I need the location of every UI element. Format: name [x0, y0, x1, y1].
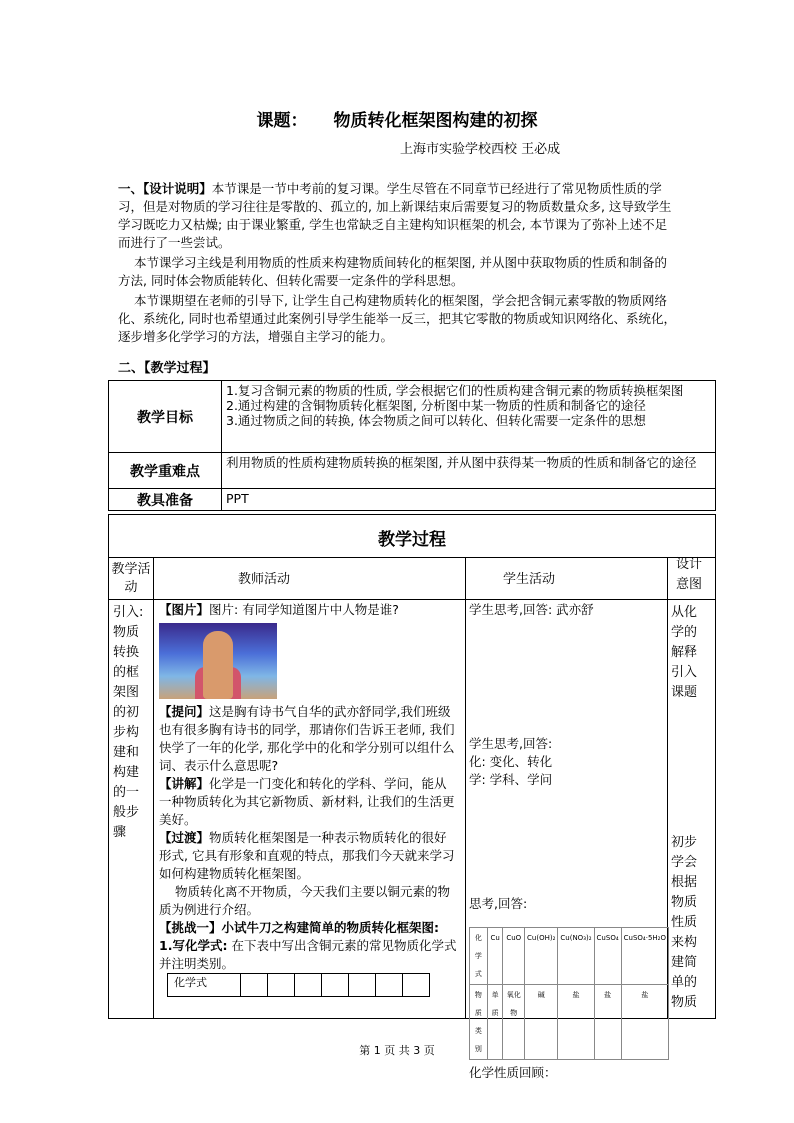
header-activity: 教学活动 — [111, 562, 151, 595]
ref-cell: CuSO₄ — [594, 928, 621, 985]
ref-cell: 盐 — [621, 985, 668, 1060]
prep-label: 教具准备 — [109, 489, 222, 511]
goal-cell — [222, 381, 716, 453]
goal-3: 3.通过物质之间的转换, 体会物质之间可以转化、但转化需要一定条件的思想 — [226, 413, 646, 428]
goal-label: 教学目标 — [109, 381, 222, 453]
transition-text-2: 物质转化离不开物质，今天我们主要以铜元素的物质为例进行介绍。 — [159, 884, 451, 917]
divider — [465, 557, 466, 1018]
tag-lecture: 【讲解】 — [159, 776, 210, 791]
student-answer-3: 思考,回答: — [469, 896, 528, 911]
header-student: 学生活动 — [502, 572, 555, 587]
tag-challenge: 【挑战一】 — [159, 920, 222, 935]
author-line: 上海市实验学校西校 王必成 — [400, 142, 561, 157]
tag-transition: 【过渡】 — [159, 830, 210, 845]
section1-p1: 本节课是一节中考前的复习课。学生尽管在不同章节已经进行了常见物质性质的学习，但是对物质的学习往往是零散的、孤立的, 加上新课结束后需要复习的物质数量众多, 这导致学生学习既吃力又枯燥; 由于课业繁重, 学生也常缺乏自主建构知识框架的机会, 本节课为了弥补上述不足而进行了一些尝试。 — [118, 181, 672, 250]
formula-table — [167, 973, 430, 997]
ref-cell: 化学式 — [470, 928, 488, 985]
ref-cell: 盐 — [594, 985, 621, 1060]
design-intent-2: 初步学会根据物质性质来构建简单的物质 — [671, 835, 698, 1010]
page-title — [0, 106, 794, 131]
prep-text: PPT — [222, 489, 716, 511]
formula-cell-label: 化学式 — [168, 974, 241, 997]
ref-cell: 物质类别 — [470, 985, 488, 1060]
student-answer-2c: 学: 学科、学问 — [469, 772, 553, 787]
write-text: 在下表中写出含铜元素的常见物质化学式并注明类别。 — [159, 938, 457, 971]
ref-cell: Cu(NO₃)₂ — [558, 928, 594, 985]
section1-heading: 一、【设计说明】 — [118, 181, 212, 196]
section2-heading: 二、【教学过程】 — [118, 361, 216, 376]
ref-cell: 氧化物 — [503, 985, 525, 1060]
student-answer-2: 学生思考,回答: — [469, 736, 553, 751]
student-answer-1: 学生思考,回答: 武亦舒 — [469, 602, 594, 617]
picture-question: 图片: 有同学知道图片中人物是谁? — [209, 602, 399, 617]
design-intent — [671, 603, 707, 1013]
student-answer-2b: 化: 变化、转化 — [469, 754, 553, 769]
ref-cell: Cu(OH)₂ — [525, 928, 558, 985]
ref-cell: CuO — [503, 928, 525, 985]
design-paragraph-2: 本节课学习主线是利用物质的性质来构建物质间转化的框架图, 并从图中获取物质的性质和制备的方法, 同时体会物质能转化、但转化需要一定条件的学科思想。 — [118, 255, 667, 288]
ref-cell: CuSO₄·5H₂O — [621, 928, 668, 985]
design-paragraph-3: 本节课期望在老师的引导下, 让学生自己构建物质转化的框架图，学会把含铜元素零散的物质网络化、系统化, 同时也希望通过此案例引导学生能举一反三，把其它零散的物质或知识网络化、系统化，逐步增多化学学习的方法，增强自主学习的能力。 — [118, 293, 676, 344]
ref-cell: Cu — [487, 928, 503, 985]
tag-picture: 【图片】 — [159, 602, 210, 617]
transition-text: 物质转化框架图是一种表示物质转化的很好形式, 它具有形象和直观的特点，那我们今天就来学习如何构建物质转化框架图。 — [159, 830, 455, 881]
person-photo — [159, 623, 277, 699]
divider — [109, 557, 715, 558]
student-answer-4: 化学性质回顾： — [469, 1065, 557, 1080]
photo-figure — [203, 631, 233, 699]
info-table — [108, 380, 716, 511]
ref-cell: 盐 — [558, 985, 594, 1060]
write-heading: 1.写化学式: — [159, 938, 228, 953]
key-text: 利用物质的性质构建物质转换的框架图, 并从图中获得某一物质的性质和制备它的途径 — [222, 453, 716, 489]
formula-cell[interactable] — [295, 974, 322, 997]
divider — [109, 599, 715, 600]
header-teacher: 教师活动 — [237, 572, 290, 587]
ask-text: 这是胸有诗书气自华的武亦舒同学,我们班级也有很多胸有诗书的同学，那请你们告诉王老师, 我们快学了一年的化学, 那化学中的化和学分别可以组什么词、表示什么意思呢? — [159, 704, 455, 773]
teacher-activity — [159, 601, 457, 997]
challenge-text: 小试牛刀之构建简单的物质转化框架图: — [221, 920, 440, 935]
goal-1: 1.复习含铜元素的物质的性质, 学会根据它们的性质构建含铜元素的物质转换框架图 — [226, 383, 684, 398]
ref-cell: 单质 — [487, 985, 503, 1060]
title-label: 课题： — [256, 111, 308, 131]
formula-cell[interactable] — [322, 974, 349, 997]
design-paragraph-1 — [118, 180, 678, 252]
goal-2: 2.通过构建的含铜物质转化框架图, 分析图中某一物质的性质和制备它的途径 — [226, 398, 646, 413]
formula-cell[interactable] — [268, 974, 295, 997]
page-footer: 第 1 页 共 3 页 — [359, 1044, 435, 1057]
formula-cell[interactable] — [241, 974, 268, 997]
header-design: 设计意图 — [675, 557, 702, 592]
tag-ask: 【提问】 — [159, 704, 210, 719]
ref-cell: 碱 — [525, 985, 558, 1060]
formula-cell[interactable] — [376, 974, 403, 997]
process-title: 教学过程 — [378, 530, 446, 550]
reference-table — [469, 927, 669, 1060]
formula-cell[interactable] — [349, 974, 376, 997]
formula-cell[interactable] — [403, 974, 430, 997]
key-label: 教学重难点 — [109, 453, 222, 489]
student-activity — [469, 601, 669, 1082]
lecture-text: 化学是一门变化和转化的学科、学问，能从一种物质转化为其它新物质、新材料, 让我们的生活更美好。 — [159, 776, 455, 827]
design-intent-1: 从化学的解释引入课题 — [671, 605, 698, 700]
activity-intro: 引入: 物质转换的框架图的初步构建和构建的一般步骤 — [113, 605, 144, 840]
title-text: 物质转化框架图构建的初探 — [333, 111, 538, 131]
divider — [153, 557, 154, 1018]
